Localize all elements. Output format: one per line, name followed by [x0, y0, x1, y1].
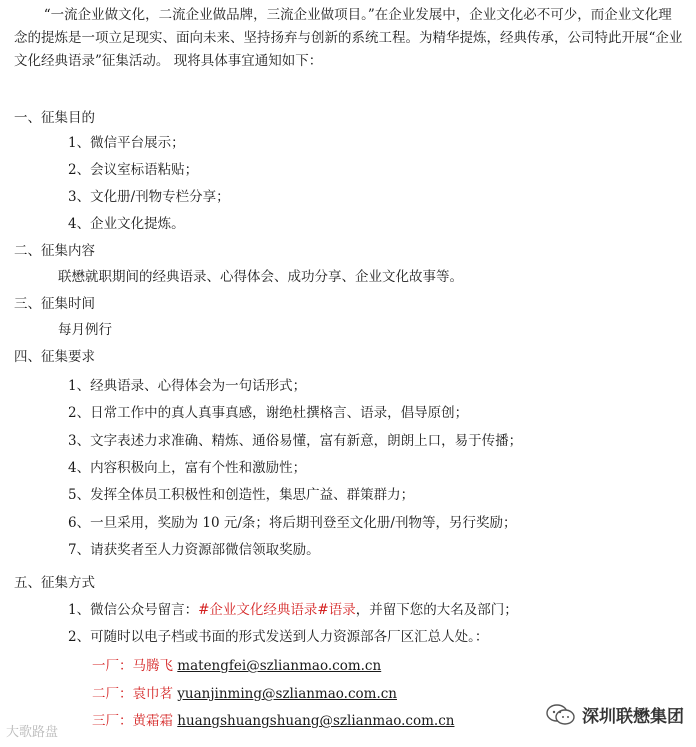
section2-heading: 二、征集内容 [14, 243, 95, 259]
section3-body: 每月例行 [58, 322, 112, 338]
section1-item: 1、微信平台展示； [68, 135, 185, 151]
section4-item: 4、内容积极向上，富有个性和激励性； [68, 460, 307, 476]
wechat-icon [546, 704, 576, 726]
section5-item1 [68, 601, 518, 619]
watermark-left [6, 721, 58, 740]
section4-item: 3、文字表述力求准确、精炼、通俗易懂，富有新意，朗朗上口，易于传播； [68, 433, 523, 449]
section4-item: 7、请获奖者至人力资源部微信领取奖励。 [68, 542, 320, 558]
contact-email[interactable]: matengfei@szlianmao.com.cn [177, 658, 382, 674]
section4-heading: 四、征集要求 [14, 349, 95, 365]
contact-line [92, 685, 397, 703]
item1-suffix: ，并留下您的大名及部门； [355, 602, 518, 618]
section1-item: 3、文化册/刊物专栏分享； [68, 189, 230, 205]
contact-line [92, 712, 454, 730]
section4-item: 6、一旦采用，奖励为 10 元/条；将后期刊登至文化册/刊物等，另行奖励； [68, 515, 517, 531]
section4-item: 2、日常工作中的真人真事真感，谢绝杜撰格言、语录，倡导原创； [68, 405, 469, 421]
contact-label: 三厂：黄霜霜 [92, 713, 173, 729]
contact-email[interactable]: yuanjinming@szlianmao.com.cn [177, 686, 398, 702]
intro-text: “一流企业做文化，二流企业做品牌，三流企业做项目。”在企业发展中，企业文化必不可少，而企业文化理念的提炼是一项立足现实、面向未来、坚持扬弃与创新的系统工程。为精华提炼，经典传承，公司特此开展“企业文化经典语录”征集活动。 现将具体事宜通知如下： [14, 7, 683, 69]
intro-paragraph [14, 4, 684, 73]
section1-item: 4、企业文化提炼。 [68, 216, 185, 232]
section4-item: 1、经典语录、心得体会为一句话形式； [68, 378, 307, 394]
section3-heading: 三、征集时间 [14, 296, 95, 312]
contact-email[interactable]: huangshuangshuang@szlianmao.com.cn [177, 713, 455, 729]
section5-item2: 2、可随时以电子档或书面的形式发送到人力资源部各厂区汇总人处。： [68, 629, 489, 645]
item1-prefix: 1、微信公众号留言： [68, 602, 199, 618]
contact-line [92, 657, 381, 675]
contact-label: 二厂：袁巾茗 [92, 686, 173, 702]
watermark-left-text: 大歌路盘 [6, 725, 59, 740]
section4-item: 5、发挥全体员工积极性和创造性，集思广益、群策群力； [68, 487, 415, 503]
section1-item: 2、会议室标语粘贴； [68, 162, 199, 178]
hashtag-text: #企业文化经典语录#语录 [198, 602, 356, 618]
section1-heading: 一、征集目的 [14, 110, 95, 126]
watermark-right [546, 702, 684, 727]
section5-heading: 五、征集方式 [14, 575, 95, 591]
contact-label: 一厂：马腾飞 [92, 658, 173, 674]
watermark-right-text: 深圳联懋集团 [582, 707, 684, 727]
section2-body: 联懋就职期间的经典语录、心得体会、成功分享、企业文化故事等。 [58, 269, 463, 285]
